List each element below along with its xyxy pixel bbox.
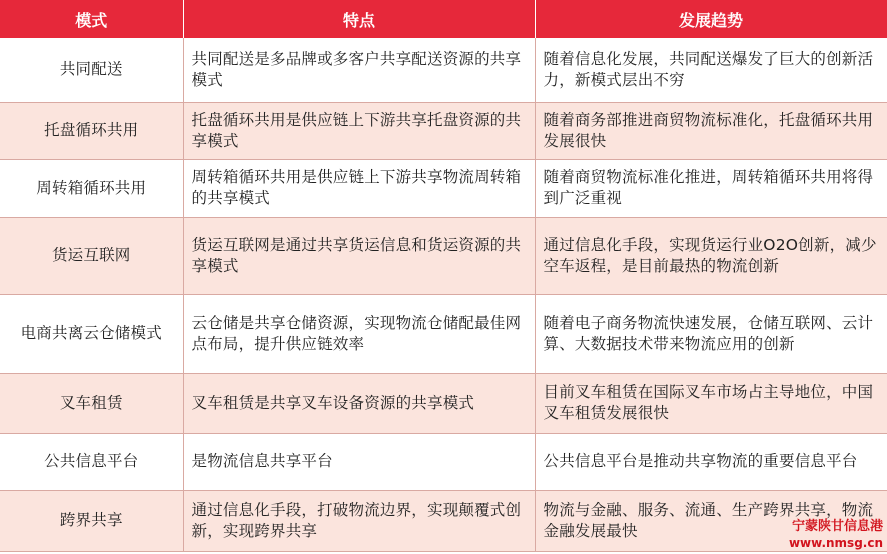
trend-cell: 随着商务部推进商贸物流标准化，托盘循环共用发展很快 xyxy=(535,102,887,159)
header-mode: 模式 xyxy=(0,0,183,38)
mode-cell: 货运互联网 xyxy=(0,217,183,294)
table-row xyxy=(0,433,887,490)
mode-cell: 叉车租赁 xyxy=(0,373,183,433)
table-row xyxy=(0,217,887,294)
trend-cell: 随着电子商务物流快速发展，仓储互联网、云计算、大数据技术带来物流应用的创新 xyxy=(535,294,887,373)
mode-cell: 共同配送 xyxy=(0,38,183,102)
mode-cell: 公共信息平台 xyxy=(0,433,183,490)
watermark xyxy=(789,519,883,551)
table-row xyxy=(0,373,887,433)
feature-cell: 货运互联网是通过共享货运信息和货运资源的共享模式 xyxy=(183,217,535,294)
feature-cell: 云仓储是共享仓储资源，实现物流仓储配最佳网点布局，提升供应链效率 xyxy=(183,294,535,373)
header-feature: 特点 xyxy=(183,0,535,38)
feature-cell: 共同配送是多品牌或多客户共享配送资源的共享模式 xyxy=(183,38,535,102)
trend-cell: 公共信息平台是推动共享物流的重要信息平台 xyxy=(535,433,887,490)
header-trend: 发展趋势 xyxy=(535,0,887,38)
feature-cell: 叉车租赁是共享叉车设备资源的共享模式 xyxy=(183,373,535,433)
table-row xyxy=(0,159,887,217)
feature-cell: 通过信息化手段，打破物流边界，实现颠覆式创新，实现跨界共享 xyxy=(183,490,535,551)
trend-cell: 随着商贸物流标准化推进，周转箱循环共用将得到广泛重视 xyxy=(535,159,887,217)
trend-cell: 物流与金融、服务、流通、生产跨界共享，物流金融发展最快 xyxy=(535,490,887,551)
trend-cell: 随着信息化发展，共同配送爆发了巨大的创新活力，新模式层出不穷 xyxy=(535,38,887,102)
watermark-title: 宁蒙陕甘信息港 xyxy=(791,519,883,534)
feature-cell: 是物流信息共享平台 xyxy=(183,433,535,490)
watermark-url: www.nmsg.cn xyxy=(788,536,883,550)
mode-cell: 跨界共享 xyxy=(0,490,183,551)
table-row xyxy=(0,102,887,159)
table-row xyxy=(0,38,887,102)
mode-cell: 托盘循环共用 xyxy=(0,102,183,159)
table-row xyxy=(0,490,887,551)
mode-cell: 电商共离云仓储模式 xyxy=(0,294,183,373)
feature-cell: 托盘循环共用是供应链上下游共享托盘资源的共享模式 xyxy=(183,102,535,159)
table-row xyxy=(0,294,887,373)
mode-cell: 周转箱循环共用 xyxy=(0,159,183,217)
header-row xyxy=(0,0,887,38)
feature-cell: 周转箱循环共用是供应链上下游共享物流周转箱的共享模式 xyxy=(183,159,535,217)
trend-cell: 目前叉车租赁在国际叉车市场占主导地位，中国叉车租赁发展很快 xyxy=(535,373,887,433)
trend-cell: 通过信息化手段，实现货运行业O2O创新，减少空车返程，是目前最热的物流创新 xyxy=(535,217,887,294)
